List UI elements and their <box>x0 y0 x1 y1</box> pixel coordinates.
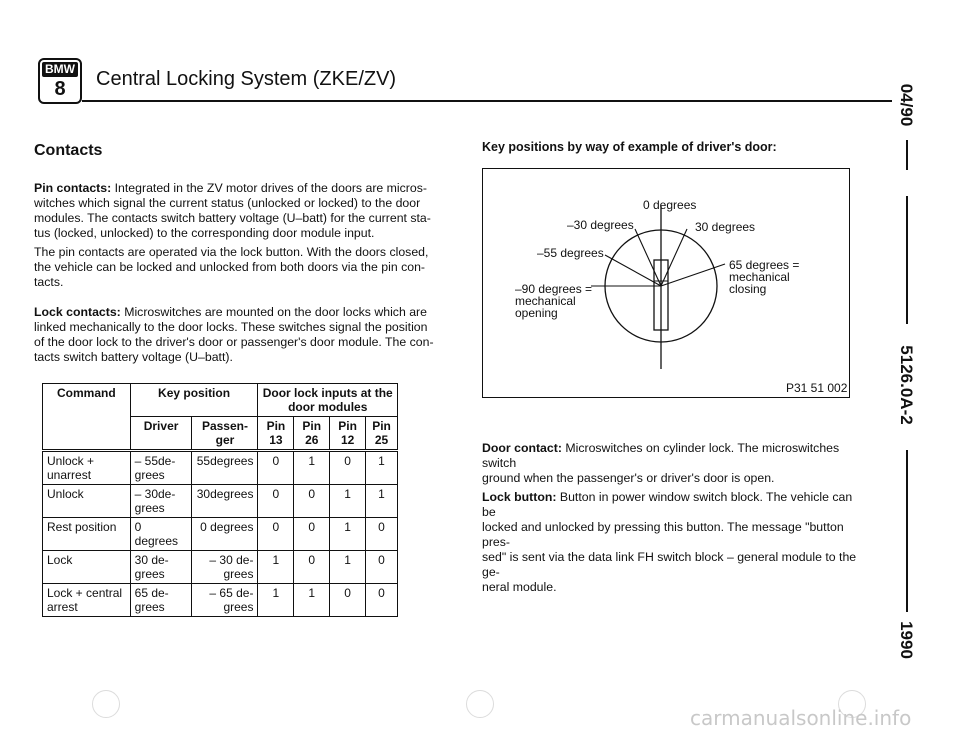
header-line: 26 <box>305 433 319 447</box>
cell-line: grees <box>134 501 165 515</box>
cell-pin-26 <box>294 518 330 551</box>
side-date: 04/90 <box>897 83 916 127</box>
cell-pin-26 <box>294 451 330 485</box>
cell-line: 0 degrees <box>200 520 254 534</box>
cell-line: Rest position <box>47 520 117 534</box>
cell-command <box>43 451 131 485</box>
label-0-degrees: 0 degrees <box>643 198 697 212</box>
cell-driver <box>130 518 192 551</box>
cell-pin-25 <box>366 551 398 584</box>
cell-line: 0 <box>272 520 280 534</box>
cell-line: 1 <box>344 520 351 534</box>
cell-passenger <box>192 451 258 485</box>
header-line: ger <box>215 433 235 447</box>
header-line: 12 <box>340 433 355 447</box>
header-line: Pin <box>302 419 322 433</box>
lock-contacts-paragraph <box>34 305 434 365</box>
label-30-degrees: 30 degrees <box>695 220 756 234</box>
lock-button-label: Lock button: <box>482 490 557 504</box>
cell-driver <box>130 485 192 518</box>
header-key-position: Key position <box>130 384 258 417</box>
header-line: 13 <box>269 433 283 447</box>
cell-line: – 65 de- <box>209 586 254 600</box>
text-line: neral module. <box>482 580 557 594</box>
cell-line: – 55de- <box>134 454 176 468</box>
cell-pin-25 <box>366 485 398 518</box>
cell-line: grees <box>134 567 165 581</box>
text-line: of the door lock to the driver's door or passenger's door module. The con- <box>34 335 434 349</box>
cell-line: grees <box>134 468 165 482</box>
pin-contacts-label: Pin contacts: <box>34 181 112 195</box>
table-row <box>43 551 398 584</box>
cell-line: 1 <box>344 553 351 567</box>
cell-driver <box>130 551 192 584</box>
cell-line: Unlock <box>47 487 84 501</box>
side-year: 1990 <box>897 621 916 659</box>
cell-line: 30 de- <box>134 553 169 567</box>
cell-pin-13 <box>258 551 294 584</box>
text-line: ground when the passenger's or driver's door is open. <box>482 471 775 485</box>
cell-line: 0 <box>272 487 280 501</box>
header-line: door modules <box>288 400 368 414</box>
cell-line: 1 <box>272 553 280 567</box>
side-divider <box>906 140 908 170</box>
cell-pin-25 <box>366 451 398 485</box>
side-doc-number: 5126.0A-2 <box>897 345 916 425</box>
header-command: Command <box>43 384 131 451</box>
cell-line: grees <box>134 600 165 614</box>
label-65-degrees-line2: mechanical <box>729 270 790 284</box>
door-contact-label: Door contact: <box>482 441 562 455</box>
header-driver: Driver <box>130 417 192 451</box>
cell-pin-12 <box>330 485 366 518</box>
cell-pin-25 <box>366 518 398 551</box>
command-table <box>42 383 398 617</box>
logo-group-number: 8 <box>54 78 66 100</box>
cell-line: grees <box>223 600 254 614</box>
cell-line: 1 <box>378 454 385 468</box>
cell-pin-13 <box>258 584 294 617</box>
lock-button-paragraph <box>482 490 862 595</box>
text-line: tacts switch battery voltage (U–batt). <box>34 350 233 364</box>
cell-pin-26 <box>294 551 330 584</box>
cell-line: – 30de- <box>134 487 176 501</box>
cell-line: 0 <box>344 454 351 468</box>
table-row <box>43 451 398 485</box>
cell-line: 0 <box>272 454 280 468</box>
binder-hole <box>466 690 494 718</box>
text-line: witches which signal the current status (unlocked or locked) to the door <box>34 196 421 210</box>
text-line: tus (locked, unlocked) to the corresponding door module input. <box>34 226 375 240</box>
cell-passenger <box>192 518 258 551</box>
cell-line: Lock + central <box>47 586 123 600</box>
table-row <box>43 485 398 518</box>
text-line: locked and unlocked by pressing this button. The message "button pres- <box>482 520 844 549</box>
cell-line: 1 <box>272 586 280 600</box>
cell-pin-13 <box>258 451 294 485</box>
cell-pin-26 <box>294 485 330 518</box>
text-line: the vehicle can be locked and unlocked from both doors via the pin con- <box>34 260 426 274</box>
header-pin-13 <box>258 417 294 451</box>
label-65-degrees-line1: 65 degrees = <box>729 258 800 272</box>
cell-line: 1 <box>344 487 351 501</box>
cell-line: 1 <box>308 454 316 468</box>
figure-code: P31 51 002 <box>786 381 848 395</box>
logo-brand: BMW <box>42 62 78 77</box>
header-line: Pin <box>266 419 286 433</box>
cell-line: – 30 de- <box>209 553 254 567</box>
label-minus-90-degrees-line2: mechanical <box>515 294 576 308</box>
label-minus-30-degrees: –30 degrees <box>567 218 634 232</box>
door-contact-paragraph <box>482 441 862 486</box>
cell-command <box>43 485 131 518</box>
cell-line: 1 <box>308 586 316 600</box>
cell-line: Unlock + <box>47 454 95 468</box>
cell-line: 55degrees <box>196 454 254 468</box>
cell-line: 65 de- <box>134 586 169 600</box>
cell-command <box>43 518 131 551</box>
header-line: Pin <box>338 419 357 433</box>
cell-line: arrest <box>47 600 78 614</box>
text-line: linked mechanically to the door locks. These switches signal the position <box>34 320 428 334</box>
cell-command <box>43 551 131 584</box>
key-position-figure <box>483 169 849 397</box>
cell-pin-12 <box>330 518 366 551</box>
cell-driver <box>130 584 192 617</box>
cell-line: 0 <box>378 553 385 567</box>
text-line: Microswitches are mounted on the door locks which are <box>120 305 427 319</box>
cell-line: 0 degrees <box>134 520 179 548</box>
cell-line: 0 <box>308 553 316 567</box>
header-pin-12 <box>330 417 366 451</box>
pin-contacts-paragraph <box>34 181 434 241</box>
header-rule <box>82 100 892 102</box>
diagram-heading: Key positions by way of example of driver's door: <box>482 140 777 154</box>
cell-line: unarrest <box>47 468 92 482</box>
header-line: Door lock inputs at the <box>262 386 393 400</box>
spoke-minus-30 <box>635 229 661 286</box>
cell-pin-25 <box>366 584 398 617</box>
bmw-logo <box>38 58 82 104</box>
cell-line: 1 <box>378 487 385 501</box>
cell-line: 0 <box>378 586 385 600</box>
header-pin-25 <box>366 417 398 451</box>
cell-line: 0 <box>344 586 351 600</box>
cell-pin-12 <box>330 551 366 584</box>
spoke-minus-55 <box>605 255 661 286</box>
side-divider <box>906 450 908 612</box>
page-title: Central Locking System (ZKE/ZV) <box>96 68 397 90</box>
cell-line: 30degrees <box>196 487 254 501</box>
label-65-degrees-line3: closing <box>729 282 767 296</box>
pin-operation-paragraph <box>34 245 434 290</box>
key-position-diagram <box>482 168 850 398</box>
lock-contacts-label: Lock contacts: <box>34 305 121 319</box>
text-line: tacts. <box>34 275 64 289</box>
cell-command <box>43 584 131 617</box>
cell-pin-13 <box>258 485 294 518</box>
cell-passenger <box>192 551 258 584</box>
label-minus-90-degrees-line3: opening <box>515 306 558 320</box>
header-pin-26 <box>294 417 330 451</box>
cell-line: 0 <box>308 520 316 534</box>
text-line: Microswitches on cylinder lock. The microswitches switch <box>482 441 840 470</box>
spoke-30 <box>661 229 687 286</box>
text-line: Button in power window switch block. The vehicle can be <box>482 490 853 519</box>
cell-passenger <box>192 584 258 617</box>
cell-passenger <box>192 485 258 518</box>
label-minus-90-degrees-line1: –90 degrees = <box>515 282 593 296</box>
text-line: Integrated in the ZV motor drives of the doors are micros- <box>111 181 427 195</box>
header-line: Passen- <box>201 419 248 433</box>
watermark: carmanualsonline.info <box>690 706 912 730</box>
table-row <box>43 584 398 617</box>
cell-pin-12 <box>330 451 366 485</box>
cell-line: 0 <box>308 487 316 501</box>
side-divider <box>906 196 908 324</box>
cell-driver <box>130 451 192 485</box>
binder-hole <box>92 690 120 718</box>
header-line: Pin <box>372 419 391 433</box>
text-line: modules. The contacts switch battery voltage (U–batt) for the current sta- <box>34 211 431 225</box>
text-line: The pin contacts are operated via the lock button. With the doors closed, <box>34 245 429 259</box>
cell-line: 0 <box>378 520 385 534</box>
cell-line: grees <box>223 567 254 581</box>
header-line: 25 <box>374 433 389 447</box>
text-line: sed" is sent via the data link FH switch block – general module to the ge- <box>482 550 857 579</box>
cell-pin-12 <box>330 584 366 617</box>
section-heading: Contacts <box>34 142 103 159</box>
header-passenger <box>192 417 258 451</box>
label-minus-55-degrees: –55 degrees <box>537 246 604 260</box>
cell-pin-26 <box>294 584 330 617</box>
table-row <box>43 518 398 551</box>
header-door-inputs <box>258 384 398 417</box>
cell-pin-13 <box>258 518 294 551</box>
cell-line: Lock <box>47 553 73 567</box>
